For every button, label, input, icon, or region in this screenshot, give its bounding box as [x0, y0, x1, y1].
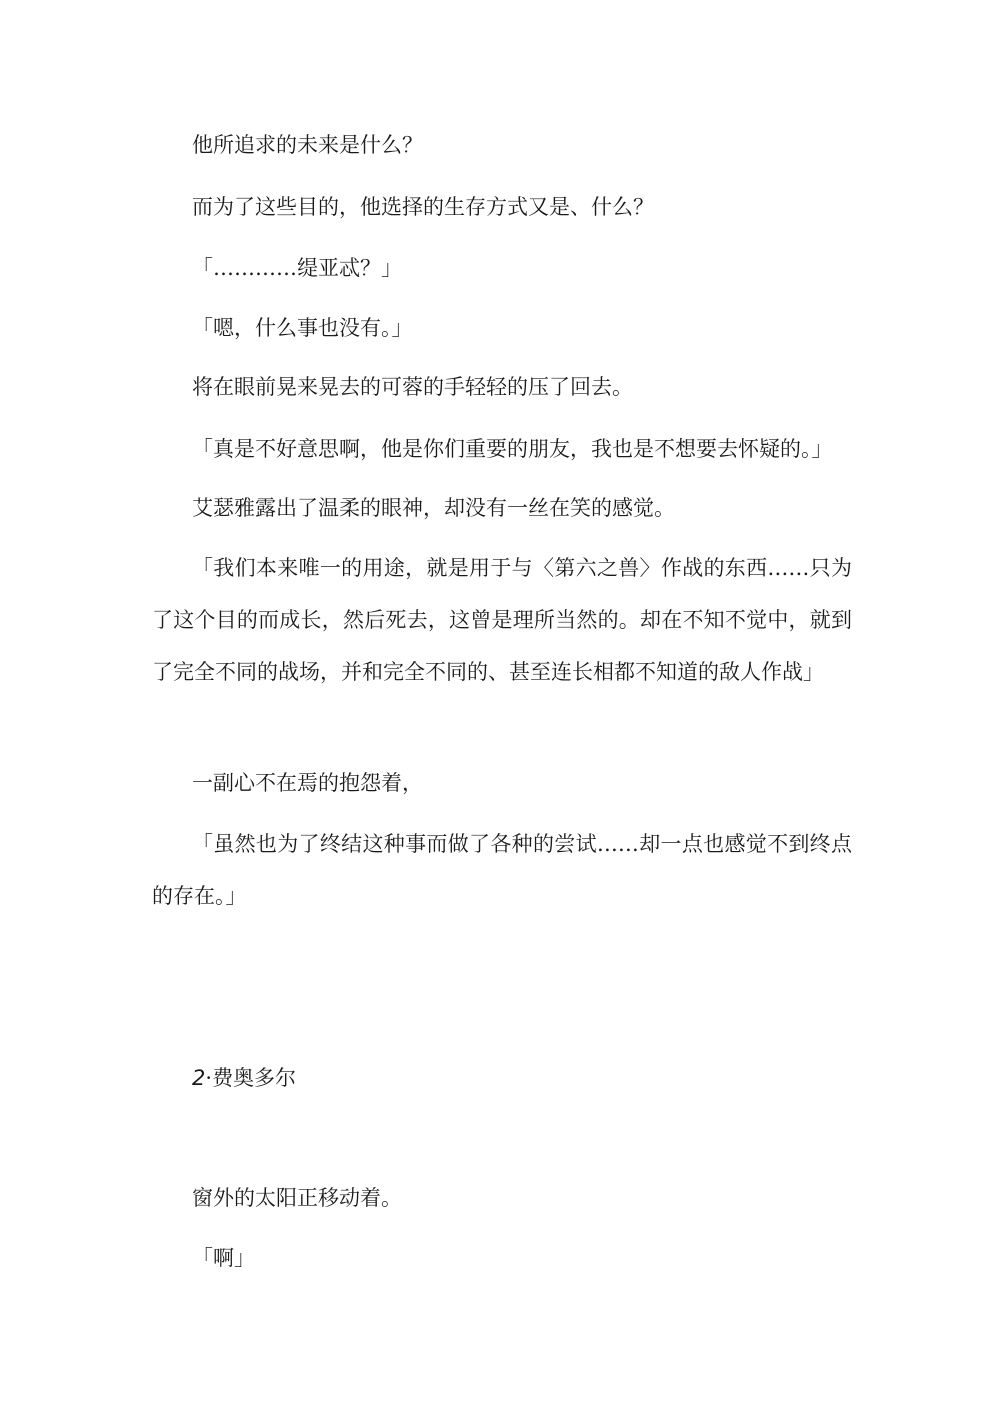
paragraph-7: 艾瑟雅露出了温柔的眼神，却没有一丝在笑的感觉。 — [192, 496, 675, 520]
paragraph-5: 将在眼前晃来晃去的可蓉的手轻轻的压了回去。 — [192, 375, 633, 399]
paragraph-3: 「…………缇亚忒？」 — [192, 256, 402, 280]
paragraph-6: 「真是不好意思啊，他是你们重要的朋友，我也是不想要去怀疑的。」 — [192, 437, 833, 461]
section-separator: · — [205, 1066, 213, 1090]
paragraph-8: 「我们本来唯一的用途，就是用于与〈第六之兽〉作战的东西……只为了这个目的而成长，然后死去，这曾是理所当然的。却在不知不觉中，就到了完全不同的战场，并和完全不同的、甚至连长相都不知道的敌人作战」 — [152, 556, 852, 684]
section-title: 费奥多尔 — [212, 1066, 297, 1090]
paragraph-9: 一副心不在焉的抱怨着， — [192, 771, 423, 795]
paragraph-2: 而为了这些目的，他选择的生存方式又是、什么？ — [192, 195, 654, 219]
section-heading — [192, 1052, 296, 1104]
paragraph-10: 「虽然也为了终结这种事而做了各种的尝试……却一点也感觉不到终点的存在。」 — [152, 832, 852, 908]
paragraph-12: 「啊」 — [192, 1246, 255, 1270]
paragraph-4: 「嗯，什么事也没有。」 — [192, 316, 413, 340]
section-number: 2 — [192, 1066, 206, 1090]
paragraph-11: 窗外的太阳正移动着。 — [192, 1186, 402, 1210]
paragraph-1: 他所追求的未来是什么？ — [192, 133, 423, 157]
